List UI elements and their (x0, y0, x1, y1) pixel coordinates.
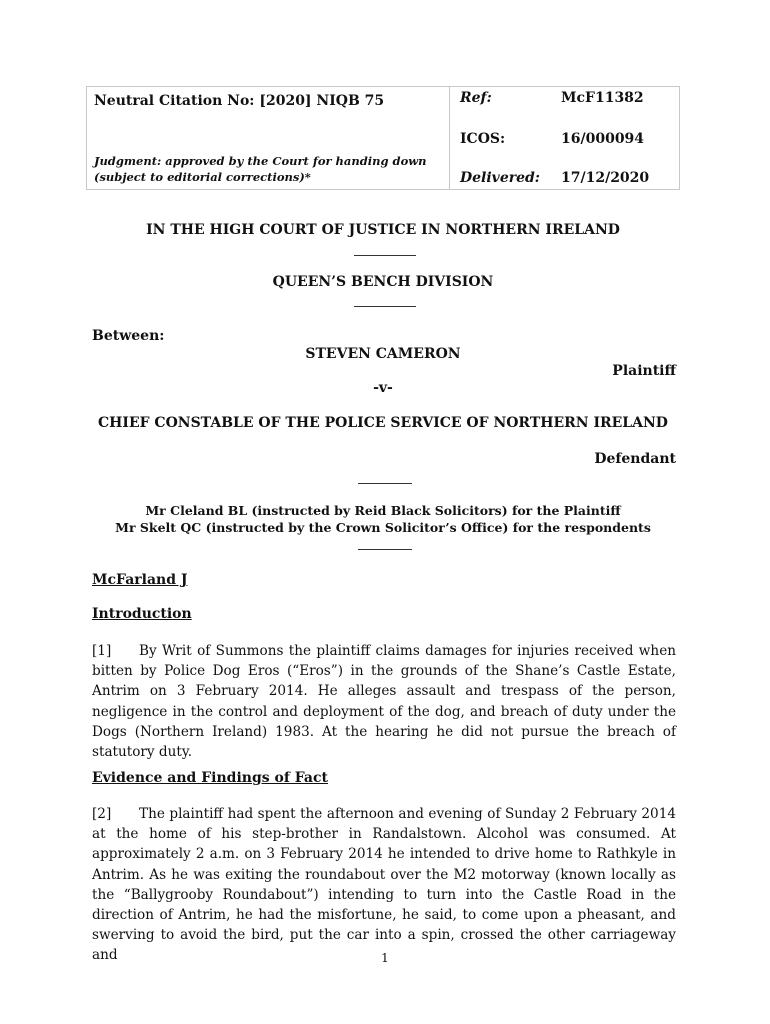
icos-value: 16/000094 (561, 131, 645, 147)
icos-label: ICOS: (460, 131, 506, 147)
defendant-name: CHIEF CONSTABLE OF THE POLICE SERVICE OF NORTHERN IRELAND (98, 415, 668, 431)
paragraph-text: By Writ of Summons the plaintiff claims damages for injuries received when bitten by Police Dog Eros (“Eros”) in the grounds of the Shane’s Castle Estate, Antrim on 3 February 2014. He alleges assault and trespass of the person, negligence in the control and deployment of the dog, and breach of duty under the Dogs (Northern Ireland) 1983. At the hearing he did not pursue the breach of statutory duty. (92, 643, 676, 761)
judge-name: McFarland J (92, 572, 188, 588)
section-heading-evidence: Evidence and Findings of Fact (92, 770, 328, 786)
ref-label: Ref: (460, 90, 492, 106)
counsel-plaintiff: Mr Cleland BL (instructed by Reid Black Solicitors) for the Plaintiff (145, 503, 621, 518)
delivered-label: Delivered: (460, 170, 540, 186)
court-name: IN THE HIGH COURT OF JUSTICE IN NORTHERN IRELAND (146, 222, 620, 238)
ref-value: McF11382 (561, 90, 644, 106)
versus: -v- (373, 380, 393, 396)
between-label: Between: (92, 328, 165, 344)
paragraph-1 (92, 641, 676, 762)
court-division: QUEEN’S BENCH DIVISION (272, 274, 494, 290)
divider (354, 306, 416, 307)
delivered-value: 17/12/2020 (561, 170, 650, 186)
divider (354, 255, 416, 256)
defendant-role: Defendant (594, 451, 676, 467)
counsel-respondents: Mr Skelt QC (instructed by the Crown Solicitor’s Office) for the respondents (115, 520, 651, 535)
plaintiff-role: Plaintiff (612, 363, 676, 379)
paragraph-2 (92, 804, 676, 966)
page-number: 1 (381, 951, 389, 965)
paragraph-number: [1] (92, 643, 112, 659)
neutral-citation: Neutral Citation No: [2020] NIQB 75 (94, 93, 385, 109)
divider (358, 483, 412, 484)
section-heading-introduction: Introduction (92, 606, 192, 622)
paragraph-text: The plaintiff had spent the afternoon and evening of Sunday 2 February 2014 at the home of his step-brother in Randalstown. Alcohol was consumed. At approximately 2 a.m. on 3 February 2014 he intended to drive home to Rathkyle in Antrim. As he was exiting the roundabout over the M2 motorway (known locally as the “Ballygrooby Roundabout”) intending to turn into the Castle Road in the direction of Antrim, he had the misfortune, he said, to come upon a pheasant, and swerving to avoid the bird, put the car into a spin, crossed the other carriageway and (92, 806, 676, 964)
plaintiff-name: STEVEN CAMERON (305, 346, 461, 362)
divider (358, 549, 412, 550)
header-left-cell (87, 87, 450, 189)
header-table (86, 86, 680, 190)
approval-note: Judgment: approved by the Court for handing down (subject to editorial corrections)* (94, 154, 427, 184)
paragraph-number: [2] (92, 806, 112, 822)
